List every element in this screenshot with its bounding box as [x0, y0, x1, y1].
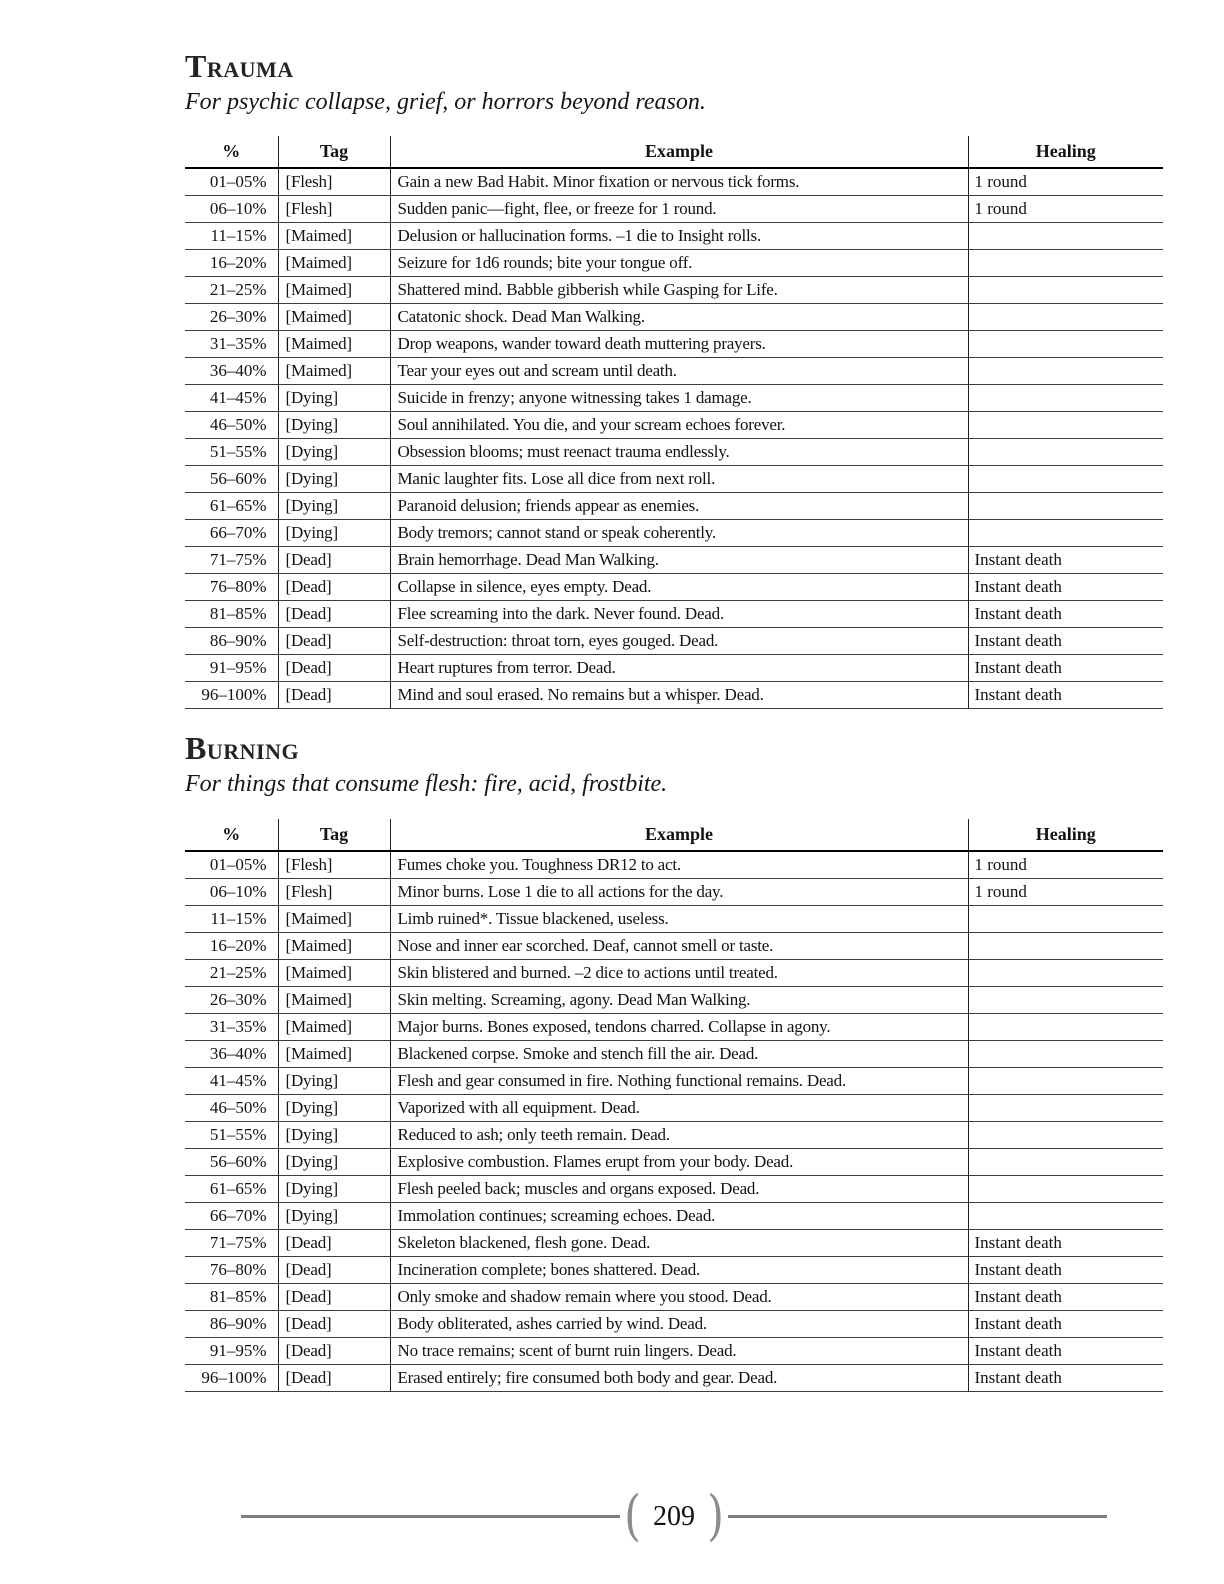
percent-cell: 41–45% — [185, 1067, 278, 1094]
healing-cell: Instant death — [968, 1256, 1163, 1283]
table-row — [185, 1121, 1163, 1148]
tag-cell: [Maimed] — [278, 1040, 390, 1067]
trauma-table — [185, 136, 1163, 709]
healing-cell — [968, 358, 1163, 385]
percent-cell: 01–05% — [185, 851, 278, 879]
example-cell: Reduced to ash; only teeth remain. Dead. — [390, 1121, 968, 1148]
example-cell: Major burns. Bones exposed, tendons charred. Collapse in agony. — [390, 1013, 968, 1040]
table-row — [185, 1283, 1163, 1310]
example-cell: Collapse in silence, eyes empty. Dead. — [390, 574, 968, 601]
healing-cell: 1 round — [968, 851, 1163, 879]
tag-cell: [Dead] — [278, 601, 390, 628]
table-row — [185, 1148, 1163, 1175]
table-row — [185, 493, 1163, 520]
percent-cell: 71–75% — [185, 1229, 278, 1256]
percent-cell: 96–100% — [185, 1364, 278, 1391]
percent-cell: 66–70% — [185, 1202, 278, 1229]
table-row — [185, 1175, 1163, 1202]
healing-cell — [968, 250, 1163, 277]
healing-cell: Instant death — [968, 1310, 1163, 1337]
column-header-percent: % — [185, 819, 278, 851]
tag-cell: [Dying] — [278, 385, 390, 412]
tag-cell: [Maimed] — [278, 223, 390, 250]
tag-cell: [Maimed] — [278, 986, 390, 1013]
tag-cell: [Dying] — [278, 1067, 390, 1094]
tag-cell: [Dying] — [278, 1202, 390, 1229]
section-subtitle-trauma: For psychic collapse, grief, or horrors beyond reason. — [185, 88, 706, 115]
tag-cell: [Dying] — [278, 493, 390, 520]
table-row — [185, 331, 1163, 358]
percent-cell: 61–65% — [185, 493, 278, 520]
example-cell: Limb ruined*. Tissue blackened, useless. — [390, 905, 968, 932]
column-header-tag: Tag — [278, 136, 390, 168]
table-row — [185, 1040, 1163, 1067]
healing-cell — [968, 385, 1163, 412]
healing-cell — [968, 1013, 1163, 1040]
page-number-bracket-left-icon: ( — [624, 1484, 641, 1547]
percent-cell: 36–40% — [185, 1040, 278, 1067]
healing-cell — [968, 1175, 1163, 1202]
healing-cell: 1 round — [968, 196, 1163, 223]
percent-cell: 16–20% — [185, 250, 278, 277]
percent-cell: 41–45% — [185, 385, 278, 412]
table-row — [185, 223, 1163, 250]
example-cell: Skin blistered and burned. –2 dice to actions until treated. — [390, 959, 968, 986]
tag-cell: [Dead] — [278, 1229, 390, 1256]
table-header-row — [185, 819, 1163, 851]
percent-cell: 31–35% — [185, 1013, 278, 1040]
healing-cell — [968, 466, 1163, 493]
section-title-trauma: Trauma — [185, 48, 294, 84]
tag-cell: [Flesh] — [278, 196, 390, 223]
healing-cell — [968, 1040, 1163, 1067]
tag-cell: [Maimed] — [278, 932, 390, 959]
example-cell: Skin melting. Screaming, agony. Dead Man Walking. — [390, 986, 968, 1013]
tag-cell: [Dead] — [278, 574, 390, 601]
table-row — [185, 601, 1163, 628]
percent-cell: 51–55% — [185, 439, 278, 466]
healing-cell — [968, 986, 1163, 1013]
percent-cell: 31–35% — [185, 331, 278, 358]
example-cell: Nose and inner ear scorched. Deaf, cannot smell or taste. — [390, 932, 968, 959]
table-row — [185, 1337, 1163, 1364]
page-footer — [185, 1484, 1163, 1547]
table-row — [185, 466, 1163, 493]
healing-cell: Instant death — [968, 1364, 1163, 1391]
example-cell: Skeleton blackened, flesh gone. Dead. — [390, 1229, 968, 1256]
table-row — [185, 905, 1163, 932]
table-row — [185, 196, 1163, 223]
table-row — [185, 547, 1163, 574]
example-cell: Delusion or hallucination forms. –1 die to Insight rolls. — [390, 223, 968, 250]
table-row — [185, 1094, 1163, 1121]
table-row — [185, 168, 1163, 196]
percent-cell: 11–15% — [185, 905, 278, 932]
table-row — [185, 932, 1163, 959]
healing-cell — [968, 223, 1163, 250]
example-cell: Mind and soul erased. No remains but a whisper. Dead. — [390, 682, 968, 709]
tag-cell: [Maimed] — [278, 250, 390, 277]
table-row — [185, 851, 1163, 879]
example-cell: Shattered mind. Babble gibberish while Gasping for Life. — [390, 277, 968, 304]
healing-cell: Instant death — [968, 1283, 1163, 1310]
section-title-burning: Burning — [185, 730, 300, 767]
burning-table — [185, 819, 1163, 1392]
example-cell: Body tremors; cannot stand or speak coherently. — [390, 520, 968, 547]
healing-cell: 1 round — [968, 878, 1163, 905]
healing-cell: Instant death — [968, 628, 1163, 655]
example-cell: Blackened corpse. Smoke and stench fill the air. Dead. — [390, 1040, 968, 1067]
example-cell: Manic laughter fits. Lose all dice from next roll. — [390, 466, 968, 493]
tag-cell: [Dying] — [278, 466, 390, 493]
page-content — [185, 0, 1163, 1392]
column-header-example: Example — [390, 136, 968, 168]
tag-cell: [Dying] — [278, 439, 390, 466]
example-cell: Catatonic shock. Dead Man Walking. — [390, 304, 968, 331]
example-cell: Body obliterated, ashes carried by wind. Dead. — [390, 1310, 968, 1337]
example-cell: Vaporized with all equipment. Dead. — [390, 1094, 968, 1121]
healing-cell — [968, 959, 1163, 986]
percent-cell: 01–05% — [185, 168, 278, 196]
table-row — [185, 277, 1163, 304]
healing-cell: 1 round — [968, 168, 1163, 196]
healing-cell — [968, 905, 1163, 932]
healing-cell — [968, 932, 1163, 959]
tag-cell: [Flesh] — [278, 878, 390, 905]
percent-cell: 56–60% — [185, 466, 278, 493]
tag-cell: [Maimed] — [278, 358, 390, 385]
example-cell: Heart ruptures from terror. Dead. — [390, 655, 968, 682]
percent-cell: 66–70% — [185, 520, 278, 547]
percent-cell: 61–65% — [185, 1175, 278, 1202]
table-row — [185, 1256, 1163, 1283]
example-cell: Brain hemorrhage. Dead Man Walking. — [390, 547, 968, 574]
healing-cell — [968, 412, 1163, 439]
percent-cell: 16–20% — [185, 932, 278, 959]
table-row — [185, 959, 1163, 986]
example-cell: Only smoke and shadow remain where you stood. Dead. — [390, 1283, 968, 1310]
percent-cell: 56–60% — [185, 1148, 278, 1175]
healing-cell — [968, 331, 1163, 358]
healing-cell — [968, 277, 1163, 304]
percent-cell: 26–30% — [185, 986, 278, 1013]
example-cell: Erased entirely; fire consumed both body and gear. Dead. — [390, 1364, 968, 1391]
table-row — [185, 520, 1163, 547]
example-cell: Flesh peeled back; muscles and organs exposed. Dead. — [390, 1175, 968, 1202]
healing-cell: Instant death — [968, 547, 1163, 574]
healing-cell: Instant death — [968, 1229, 1163, 1256]
percent-cell: 86–90% — [185, 628, 278, 655]
table-row — [185, 1067, 1163, 1094]
example-cell: Soul annihilated. You die, and your scream echoes forever. — [390, 412, 968, 439]
percent-cell: 96–100% — [185, 682, 278, 709]
percent-cell: 06–10% — [185, 196, 278, 223]
percent-cell: 91–95% — [185, 655, 278, 682]
tag-cell: [Dead] — [278, 628, 390, 655]
example-cell: Incineration complete; bones shattered. Dead. — [390, 1256, 968, 1283]
example-cell: Sudden panic—fight, flee, or freeze for 1 round. — [390, 196, 968, 223]
healing-cell — [968, 1202, 1163, 1229]
table-row — [185, 1229, 1163, 1256]
healing-cell — [968, 1067, 1163, 1094]
example-cell: Suicide in frenzy; anyone witnessing takes 1 damage. — [390, 385, 968, 412]
healing-cell — [968, 304, 1163, 331]
table-row — [185, 574, 1163, 601]
healing-cell — [968, 1121, 1163, 1148]
tag-cell: [Maimed] — [278, 331, 390, 358]
tag-cell: [Flesh] — [278, 851, 390, 879]
tag-cell: [Dead] — [278, 1256, 390, 1283]
table-row — [185, 1310, 1163, 1337]
table-row — [185, 385, 1163, 412]
healing-cell — [968, 439, 1163, 466]
table-row — [185, 412, 1163, 439]
page-number: 209 — [653, 1501, 695, 1533]
column-header-percent: % — [185, 136, 278, 168]
percent-cell: 76–80% — [185, 1256, 278, 1283]
healing-cell — [968, 493, 1163, 520]
healing-cell — [968, 520, 1163, 547]
tag-cell: [Dead] — [278, 1337, 390, 1364]
example-cell: Tear your eyes out and scream until death. — [390, 358, 968, 385]
tag-cell: [Dead] — [278, 547, 390, 574]
table-row — [185, 628, 1163, 655]
percent-cell: 36–40% — [185, 358, 278, 385]
example-cell: No trace remains; scent of burnt ruin lingers. Dead. — [390, 1337, 968, 1364]
tag-cell: [Dead] — [278, 655, 390, 682]
percent-cell: 11–15% — [185, 223, 278, 250]
tag-cell: [Flesh] — [278, 168, 390, 196]
example-cell: Obsession blooms; must reenact trauma endlessly. — [390, 439, 968, 466]
tag-cell: [Dying] — [278, 1121, 390, 1148]
footer-rule-left — [241, 1515, 620, 1518]
percent-cell: 71–75% — [185, 547, 278, 574]
column-header-example: Example — [390, 819, 968, 851]
column-header-tag: Tag — [278, 819, 390, 851]
tag-cell: [Dying] — [278, 1175, 390, 1202]
example-cell: Fumes choke you. Toughness DR12 to act. — [390, 851, 968, 879]
table-row — [185, 1364, 1163, 1391]
table-row — [185, 304, 1163, 331]
tag-cell: [Maimed] — [278, 304, 390, 331]
example-cell: Flee screaming into the dark. Never found. Dead. — [390, 601, 968, 628]
healing-cell — [968, 1148, 1163, 1175]
tag-cell: [Dying] — [278, 520, 390, 547]
healing-cell: Instant death — [968, 574, 1163, 601]
table-row — [185, 250, 1163, 277]
percent-cell: 46–50% — [185, 412, 278, 439]
table-row — [185, 655, 1163, 682]
percent-cell: 76–80% — [185, 574, 278, 601]
table-header-row — [185, 136, 1163, 168]
percent-cell: 81–85% — [185, 1283, 278, 1310]
example-cell: Explosive combustion. Flames erupt from your body. Dead. — [390, 1148, 968, 1175]
percent-cell: 91–95% — [185, 1337, 278, 1364]
table-row — [185, 358, 1163, 385]
table-row — [185, 878, 1163, 905]
example-cell: Self-destruction: throat torn, eyes gouged. Dead. — [390, 628, 968, 655]
column-header-healing: Healing — [968, 136, 1163, 168]
table-row — [185, 1202, 1163, 1229]
example-cell: Flesh and gear consumed in fire. Nothing functional remains. Dead. — [390, 1067, 968, 1094]
tag-cell: [Dead] — [278, 1310, 390, 1337]
healing-cell: Instant death — [968, 601, 1163, 628]
column-header-healing: Healing — [968, 819, 1163, 851]
example-cell: Gain a new Bad Habit. Minor fixation or nervous tick forms. — [390, 168, 968, 196]
section-subtitle-burning: For things that consume flesh: fire, acid, frostbite. — [185, 770, 668, 797]
tag-cell: [Dying] — [278, 412, 390, 439]
percent-cell: 06–10% — [185, 878, 278, 905]
percent-cell: 86–90% — [185, 1310, 278, 1337]
percent-cell: 81–85% — [185, 601, 278, 628]
percent-cell: 51–55% — [185, 1121, 278, 1148]
healing-cell: Instant death — [968, 682, 1163, 709]
percent-cell: 21–25% — [185, 959, 278, 986]
example-cell: Seizure for 1d6 rounds; bite your tongue off. — [390, 250, 968, 277]
percent-cell: 21–25% — [185, 277, 278, 304]
table-row — [185, 986, 1163, 1013]
example-cell: Drop weapons, wander toward death muttering prayers. — [390, 331, 968, 358]
tag-cell: [Dying] — [278, 1148, 390, 1175]
tag-cell: [Maimed] — [278, 959, 390, 986]
tag-cell: [Dead] — [278, 1364, 390, 1391]
tag-cell: [Dying] — [278, 1094, 390, 1121]
footer-rule-right — [728, 1515, 1107, 1518]
tag-cell: [Maimed] — [278, 277, 390, 304]
tag-cell: [Dead] — [278, 682, 390, 709]
page-number-bracket-right-icon: ) — [707, 1484, 724, 1547]
tag-cell: [Maimed] — [278, 905, 390, 932]
example-cell: Paranoid delusion; friends appear as enemies. — [390, 493, 968, 520]
example-cell: Minor burns. Lose 1 die to all actions for the day. — [390, 878, 968, 905]
example-cell: Immolation continues; screaming echoes. Dead. — [390, 1202, 968, 1229]
tag-cell: [Maimed] — [278, 1013, 390, 1040]
percent-cell: 46–50% — [185, 1094, 278, 1121]
tag-cell: [Dead] — [278, 1283, 390, 1310]
healing-cell: Instant death — [968, 655, 1163, 682]
table-row — [185, 682, 1163, 709]
percent-cell: 26–30% — [185, 304, 278, 331]
table-row — [185, 439, 1163, 466]
healing-cell: Instant death — [968, 1337, 1163, 1364]
healing-cell — [968, 1094, 1163, 1121]
table-row — [185, 1013, 1163, 1040]
